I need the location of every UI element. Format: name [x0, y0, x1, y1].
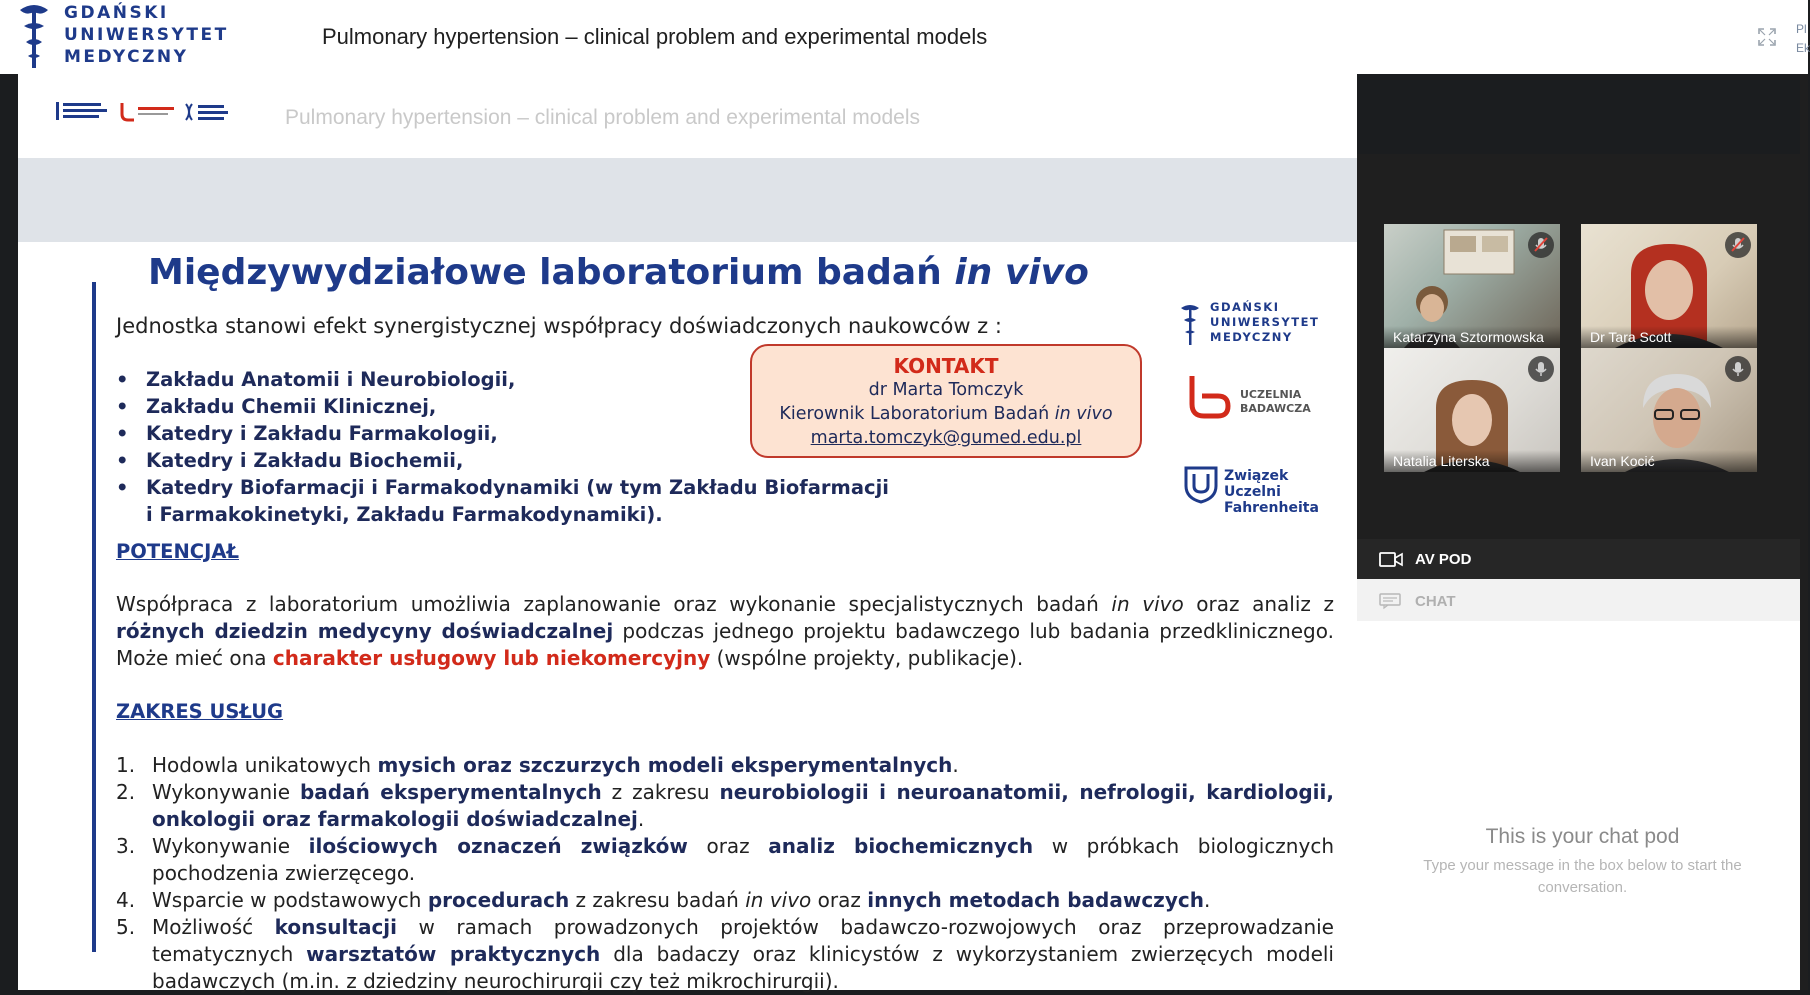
caduceus-icon [14, 2, 54, 70]
slide-header-title: Pulmonary hypertension – clinical problem and experimental models [285, 106, 920, 129]
logo-line-3: MEDYCZNY [64, 47, 189, 67]
right-panel [1357, 154, 1808, 990]
list-item: • Zakładu Anatomii i Neurobiologii, [116, 366, 889, 393]
top-header [0, 0, 1808, 74]
list-item: • Katedry Biofarmacji i Farmakodynamiki (w tym Zakładu Biofarmacji [116, 474, 889, 501]
lab-title: Międzywydziałowe laboratorium badań in vivo [148, 252, 1089, 293]
intro-line: Jednostka stanowi efekt synergistycznej współpracy doświadczonych naukowców z : [116, 314, 1002, 338]
list-item: • Zakładu Chemii Klinicznej, [116, 393, 889, 420]
slide-grey-band [18, 158, 1357, 242]
av-pod-header[interactable] [1357, 539, 1808, 579]
fahrenheit-shield-icon [1184, 464, 1218, 504]
list-item: 3. Wykonywanie ilościowych oznaczeń związków oraz analiz biochemicznych w próbkach biologicznych pochodzenia zwierzęcego. [116, 834, 1334, 885]
partner-logos [54, 100, 234, 124]
header-right-text[interactable]: Pl Ek [1796, 22, 1810, 55]
list-item: • Katedry i Zakładu Biochemii, [116, 447, 889, 474]
uczelnia-badawcza-icon [1188, 372, 1232, 422]
university-logo [8, 0, 238, 72]
chat-pod-body [1357, 621, 1808, 990]
slide-header [18, 74, 1357, 158]
participant-name: Dr Tara Scott [1581, 326, 1757, 348]
mic-muted-icon[interactable] [1528, 232, 1554, 258]
side-logos: GDAŃSKI UNIWERSYTET MEDYCZNY UCZELNIA BADAWCZA Związek Uczelni Fahrenheita [1178, 298, 1328, 528]
logo-line-1: GDAŃSKI [64, 3, 169, 23]
video-tile[interactable] [1384, 224, 1560, 348]
list-item: • Katedry i Zakładu Farmakologii, [116, 420, 889, 447]
section-heading-zakres: ZAKRES USŁUG [116, 700, 284, 723]
chat-pod-header[interactable] [1357, 579, 1808, 621]
mic-muted-icon[interactable] [1725, 232, 1751, 258]
participant-name: Ivan Kocić [1581, 450, 1757, 472]
list-item: i Farmakokinetyki, Zakładu Farmakodynamiki). [146, 503, 663, 526]
chat-icon [1379, 593, 1401, 609]
logo-line-2: UNIWERSYTET [64, 25, 229, 45]
fullscreen-icon[interactable] [1758, 28, 1776, 46]
contact-role: Kierownik Laboratorium Badań in vivo [779, 404, 1113, 424]
chat-empty-title: This is your chat pod [1485, 825, 1680, 848]
camera-icon [1379, 551, 1403, 568]
av-pod-label: AV POD [1415, 551, 1472, 568]
contact-box [750, 344, 1142, 458]
potencjal-paragraph: Współpraca z laboratorium umożliwia zaplanowanie oraz wykonanie specjalistycznych badań in vivo oraz analiz z różnych dziedzin medycyny doświadczalnej podczas jednego projektu badawczego lub badania przedklinicznego. Może mieć ona charakter usługowy lub niekomercyjny (wspólne projekty, publikacje). [116, 592, 1334, 670]
video-tile[interactable] [1581, 224, 1757, 348]
services-list [116, 752, 1334, 995]
list-item: 4. Wsparcie w podstawowych procedurach z zakresu badań in vivo oraz innych metodach badawczych. [116, 888, 1211, 912]
contact-email-link[interactable]: marta.tomczyk@gumed.edu.pl [810, 428, 1082, 448]
contact-heading: KONTAKT [893, 354, 999, 378]
list-item: 2. Wykonywanie badań eksperymentalnych z zakresu neurobiologii i neuroanatomii, nefrologii, kardiologii, onkologii oraz farmakologii doświadczalnej. [116, 780, 1334, 831]
chat-empty-hint: Type your message in the box below to start the conversation. [1423, 857, 1742, 896]
mic-icon[interactable] [1725, 356, 1751, 382]
accent-bar [92, 282, 96, 952]
mic-icon[interactable] [1528, 356, 1554, 382]
section-heading-potencjal: POTENCJAŁ [116, 540, 239, 563]
meeting-title: Pulmonary hypertension – clinical problem and experimental models [322, 24, 988, 49]
video-tile[interactable] [1384, 348, 1560, 472]
chat-label: CHAT [1415, 593, 1456, 610]
video-tile[interactable] [1581, 348, 1757, 472]
window-edge [1800, 74, 1808, 990]
list-item: 1. Hodowla unikatowych mysich oraz szczurzych modeli eksperymentalnych. [116, 753, 959, 777]
participant-name: Natalia Literska [1384, 450, 1560, 472]
participant-name: Katarzyna Sztormowska [1384, 326, 1560, 348]
list-item: 5. Możliwość konsultacji w ramach prowadzonych projektów badawczo-rozwojowych oraz przeprowadzanie tematycznych warsztatów praktycznych dla badaczy oraz klinicystów z wykorzystaniem zwierzęcych modeli badawczych (m.in. z dziedziny neurochirurgii czy też mikrochirurgii). [116, 915, 1334, 993]
caduceus-icon [1178, 302, 1202, 346]
contact-name: dr Marta Tomczyk [868, 380, 1024, 400]
